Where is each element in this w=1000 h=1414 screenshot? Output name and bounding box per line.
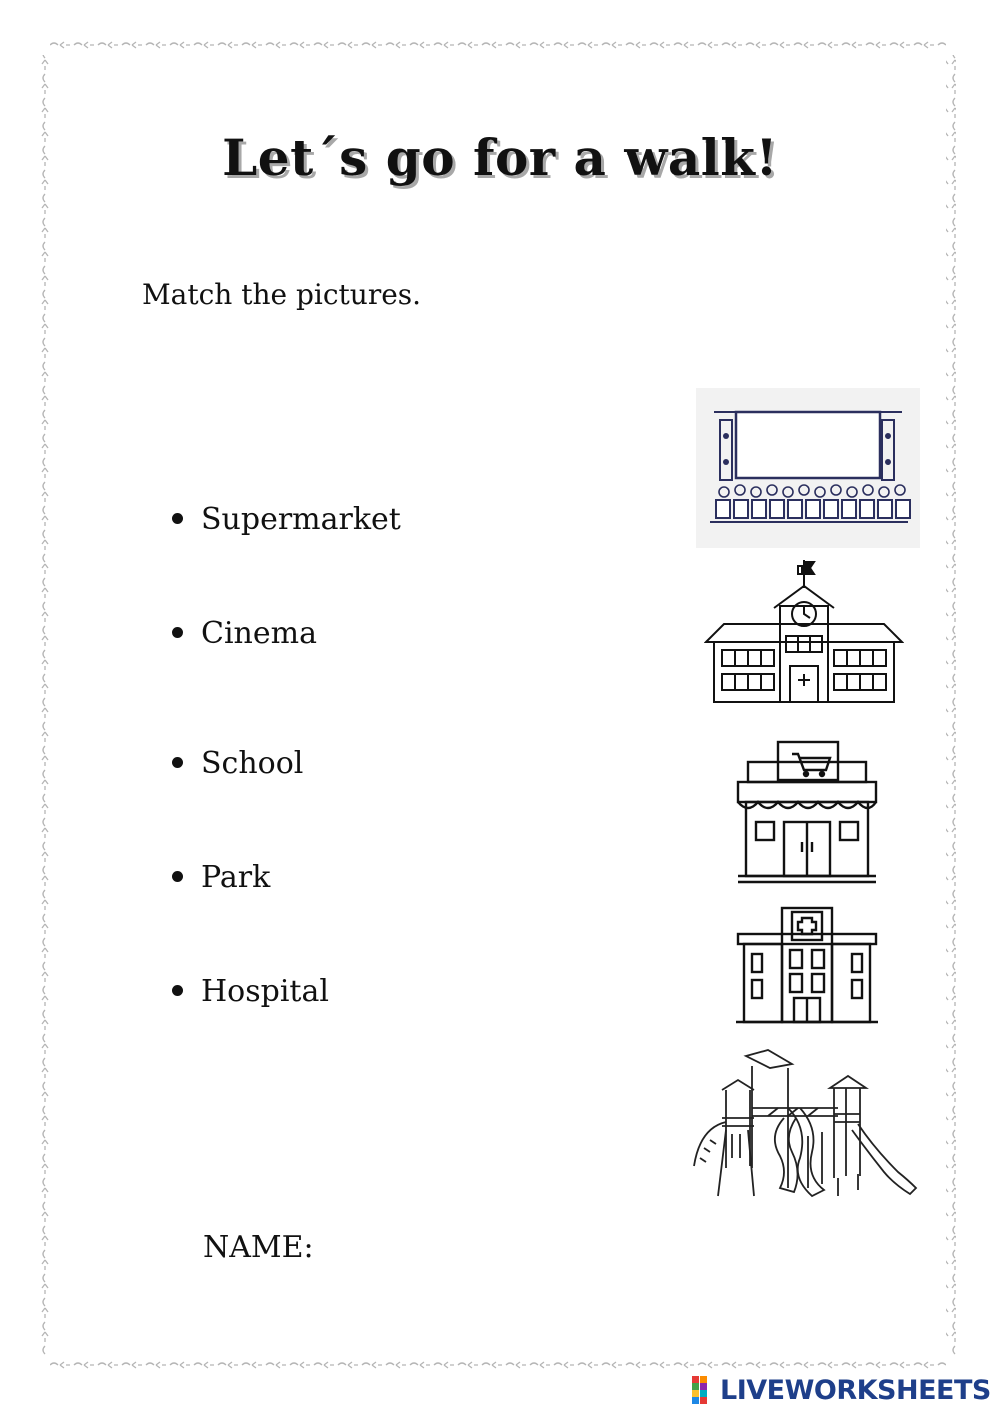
bullet-icon: [172, 985, 183, 996]
word-item-supermarket[interactable]: [172, 502, 401, 537]
cinema-icon[interactable]: [696, 388, 920, 548]
bullet-icon: [172, 757, 183, 768]
brand-logo: [692, 1374, 991, 1406]
supermarket-icon[interactable]: [734, 738, 880, 886]
word-item-cinema[interactable]: [172, 616, 317, 651]
word-label: Hospital: [201, 974, 329, 1009]
word-item-school[interactable]: [172, 746, 303, 781]
word-label: Park: [201, 860, 271, 895]
hospital-icon[interactable]: [734, 904, 880, 1026]
bullet-icon: [172, 513, 183, 524]
liveworksheets-logo-icon: [692, 1376, 716, 1404]
word-label: Cinema: [201, 616, 317, 651]
playground-icon[interactable]: [688, 1048, 924, 1202]
school-icon[interactable]: [704, 556, 904, 706]
page-title: Let´s go for a walk!: [222, 128, 778, 187]
name-label: NAME:: [203, 1230, 314, 1265]
bullet-icon: [172, 627, 183, 638]
instruction-text: Match the pictures.: [142, 278, 422, 311]
word-item-hospital[interactable]: [172, 974, 329, 1009]
word-label: School: [201, 746, 304, 781]
brand-text: LIVEWORKSHEETS: [720, 1374, 991, 1406]
word-label: Supermarket: [201, 502, 401, 537]
bullet-icon: [172, 871, 183, 882]
word-item-park[interactable]: [172, 860, 270, 895]
